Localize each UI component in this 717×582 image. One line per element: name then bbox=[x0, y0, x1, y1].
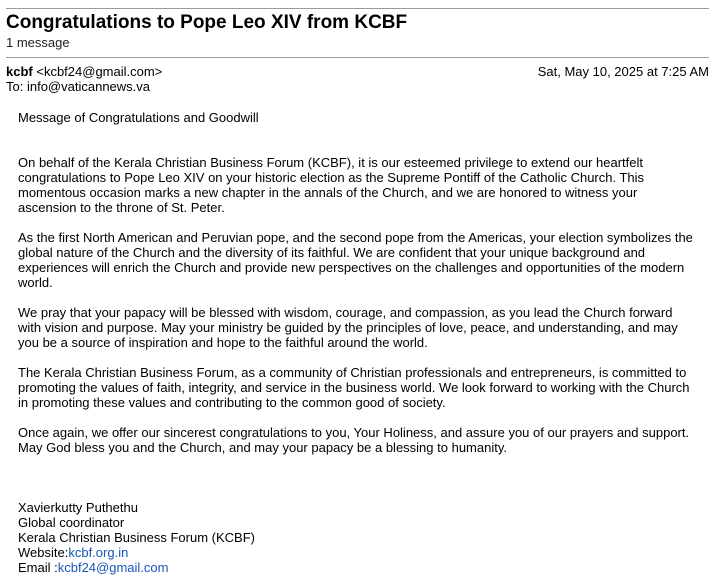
email-label: Email : bbox=[18, 560, 58, 575]
sender-line bbox=[6, 64, 162, 80]
email-subject: Congratulations to Pope Leo XIV from KCBF bbox=[6, 12, 408, 33]
body-paragraph: As the first North American and Peruvian pope, and the second pope from the Americas, your election symbolizes the global nature of the Church and the diversity of its faithful. We are confident that your unique background and experiences will enrich the Church and provide new perspectives on the challenges and opportunities of the modern world. bbox=[18, 230, 693, 290]
recipient-line bbox=[6, 79, 150, 95]
sent-date: Sat, May 10, 2025 at 7:25 AM bbox=[537, 64, 709, 79]
signature-block bbox=[18, 500, 698, 575]
greeting-line: Message of Congratulations and Goodwill bbox=[18, 110, 259, 125]
recipient-address: info@vaticannews.va bbox=[26, 79, 151, 94]
sender-address: <kcbf24@gmail.com> bbox=[36, 64, 163, 79]
header-divider bbox=[6, 57, 709, 58]
message-count: 1 message bbox=[6, 35, 70, 50]
signature-title: Global coordinator bbox=[18, 515, 125, 530]
body-paragraph: On behalf of the Kerala Christian Business Forum (KCBF), it is our esteemed privilege to extend our heartfelt congratulations to Pope Leo XIV on your historic election as the Supreme Pontiff of the Catholic Church. This momentous occasion marks a new chapter in the annals of the Church, and we are honored to witness your ascension to the throne of St. Peter. bbox=[18, 155, 645, 215]
website-link[interactable]: kcbf.org.in bbox=[68, 545, 129, 560]
signature-email-row bbox=[18, 560, 698, 575]
email-body bbox=[18, 110, 698, 575]
signature-website-row bbox=[18, 545, 698, 560]
to-label: To: bbox=[6, 79, 24, 94]
closing-paragraph: Once again, we offer our sincerest congratulations to you, Your Holiness, and assure you of our prayers and support. May God bless you and the Church, and may your papacy be a blessing to humanity. bbox=[18, 425, 690, 455]
top-divider bbox=[6, 8, 709, 9]
body-paragraph: The Kerala Christian Business Forum, as a community of Christian professionals and entrepreneurs, is committed to promoting the values of faith, integrity, and service in the business world. We look forward to working with the Church in promoting these values and contributing to the common good of society. bbox=[18, 365, 690, 410]
body-paragraph: We pray that your papacy will be blessed with wisdom, courage, and compassion, as you lead the Church forward with vision and purpose. May your ministry be guided by the principles of love, peace, and understanding, and may you be a source of inspiration and hope to the faithful around the world. bbox=[18, 305, 678, 350]
website-label: Website: bbox=[18, 545, 69, 560]
sender-name: kcbf bbox=[6, 64, 33, 79]
signature-org: Kerala Christian Business Forum (KCBF) bbox=[18, 530, 255, 545]
email-link[interactable]: kcbf24@gmail.com bbox=[57, 560, 169, 575]
signature-name: Xavierkutty Puthethu bbox=[18, 500, 138, 515]
